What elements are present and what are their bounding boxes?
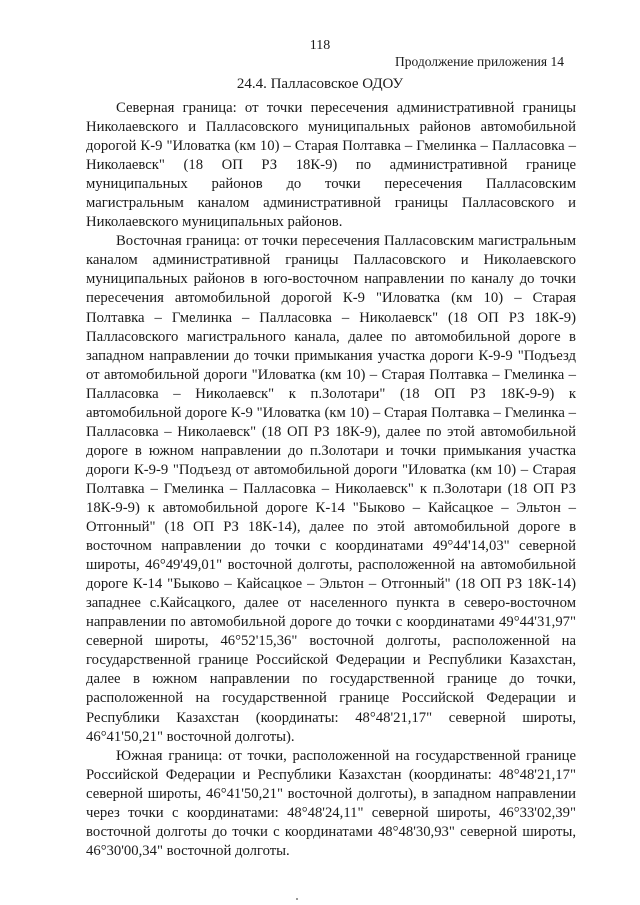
paragraph-east-border: Восточная граница: от точки пересечения Палласовским магистральным каналом административной границы Палласовского и Николаевского муниципальных районов в юго-восточном направлении по каналу до точки пересечения автомобильной дорогой К-9 "Иловатка (км 10) – Старая Полтавка – Гмелинка – Палласовка – Николаевск" (18 ОП РЗ 18К-9) Палласовского магистрального канала, далее по автомобильной дороге в западном направлении до точки примыкания участка дороги К-9-9 "Подъезд от автомобильной дороги "Иловатка (км 10) – Старая Полтавка – Гмелинка – Палласовка – Николаевск" к п.Золотари" (18 ОП РЗ 18К-9-9) к автомобильной дороге К-9 "Иловатка (км 10) – Старая Полтавка – Гмелинка – Палласовка – Николаевск" (18 ОП РЗ 18К-9), далее по этой автомобильной дороге в южном направлении до п.Золотари и точки примыкания участка дороги К-9-9 "Подъезд от автомобильной дороги "Иловатка (км 10) – Старая Полтавка – Гмелинка – Палласовка – Николаевск" к п.Золотари (18 ОП РЗ 18К-9-9) к автомобильной дороге К-14 "Быково – Кайсацкое – Эльтон – Отгонный" (18 ОП РЗ 18К-14), далее по этой автомобильной дороге в восточном направлении до точки с координатами 49°44'14,03" северной широты, 46°49'49,01" восточной долготы, расположенной на автомобильной дороге К-14 "Быково – Кайсацкое – Эльтон – Отгонный" (18 ОП РЗ 18К-14) западнее с.Кайсацкого, далее от населенного пункта в северо-восточном направлении по автомобильной дороге до точки с координатами 49°44'31,97" северной широты, 46°52'15,36" восточной долготы, расположенной на государственной границе Российской Федерации и Республики Казахстан, далее в южном направлении по государственной границе до точки, расположенной на государственной границе Российской Федерации и Республики Казахстан (координаты: 48°48'21,17" северной широты, 46°41'50,21" восточной долготы). <box>86 233 576 745</box>
page-number: 118 <box>309 38 331 53</box>
section-title: 24.4. Палласовское ОДОУ <box>236 76 404 92</box>
document-body <box>86 99 576 861</box>
appendix-continuation-note: Продолжение приложения 14 <box>394 54 564 69</box>
paragraph-south-border: Южная граница: от точки, расположенной на государственной границе Российской Федерации и Республики Казахстан (координаты: 48°48'21,17" северной широты, 46°41'50,21" восточной долготы), в западном направлении через точки с координатами: 48°48'24,11" северной широты, 46°33'02,39" восточной долготы до точки с координатами 48°48'30,93" северной широты, 46°30'00,34" восточной долготы. <box>86 747 576 859</box>
paragraph-north-border: Северная граница: от точки пересечения административной границы Николаевского и Палласовского муниципальных районов автомобильной дорогой К-9 "Иловатка (км 10) – Старая Полтавка – Гмелинка – Палласовка – Николаевск" (18 ОП РЗ 18К-9) по административной границе муниципальных районов до точки пересечения Палласовским магистральным каналом административной границы Палласовского и Николаевского муниципальных районов. <box>86 100 576 231</box>
scan-speck <box>296 898 298 900</box>
